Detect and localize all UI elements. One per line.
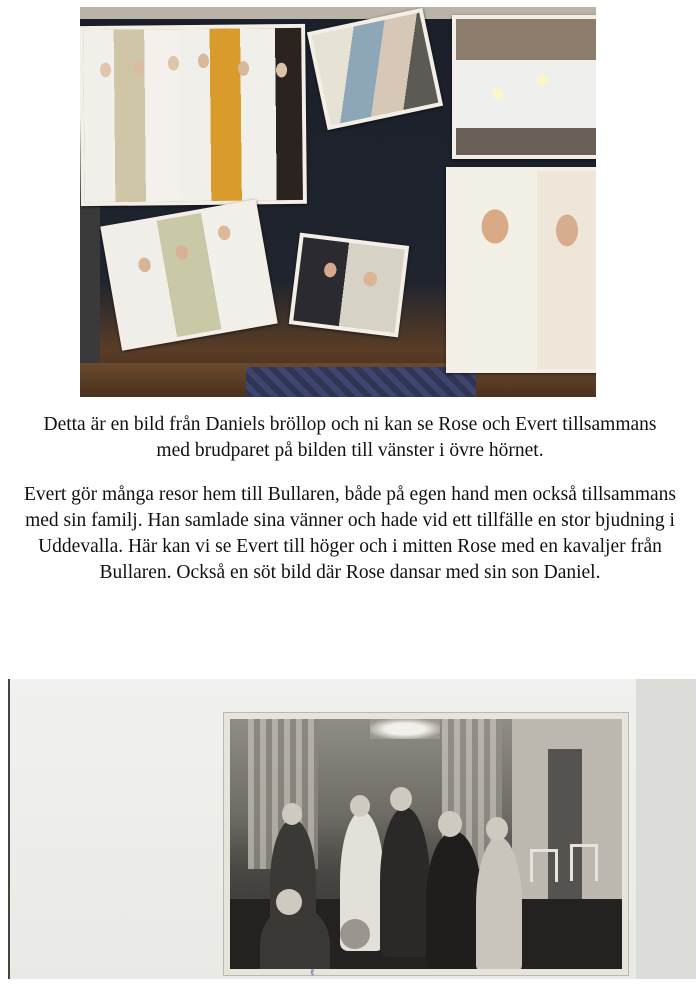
chandelier — [370, 719, 440, 739]
wedding-album-photo — [80, 7, 596, 397]
foreground-head — [340, 919, 370, 949]
dancer-head — [390, 787, 412, 811]
seated-man-head — [276, 889, 302, 915]
patterned-cloth — [246, 367, 476, 397]
bride-groom-closeup-photo — [446, 167, 596, 373]
chair — [570, 844, 598, 881]
group-wedding-photo — [80, 24, 307, 206]
dance-party-photo — [223, 712, 629, 976]
daniel-dancing — [476, 837, 522, 969]
rose-dancing — [426, 831, 482, 969]
scan-edge — [636, 679, 696, 979]
caption-wedding: Detta är en bild från Daniels bröllop och ni kan se Rose och Evert tillsammans med brudparet på bilden till vänster i övre hörnet. — [43, 414, 657, 461]
candle-procession-photo — [452, 15, 596, 159]
doorway — [548, 749, 582, 909]
pen-mark: ℓ — [310, 967, 315, 978]
caption-party: Evert gör många resor hem till Bullaren, både på egen hand men också tillsammans med sin familj. Han samlade sina vänner och hade vid ett tillfälle en stor bjudning i Uddevalla. Här kan vi se Evert till höger och i mitten Rose med en kavaljer från Bullaren. Också en söt bild där Rose dansar med sin son Daniel. — [24, 484, 676, 583]
dancer-man-center — [380, 807, 430, 957]
dancer-head — [282, 803, 302, 825]
elderly-couple-photo — [289, 233, 409, 338]
family-trio-photo — [100, 199, 277, 351]
daniel-head — [486, 817, 508, 841]
rose-head — [438, 811, 462, 837]
couple-ceremony-photo — [307, 8, 443, 130]
dancer-head — [350, 795, 370, 817]
chair — [530, 849, 558, 882]
